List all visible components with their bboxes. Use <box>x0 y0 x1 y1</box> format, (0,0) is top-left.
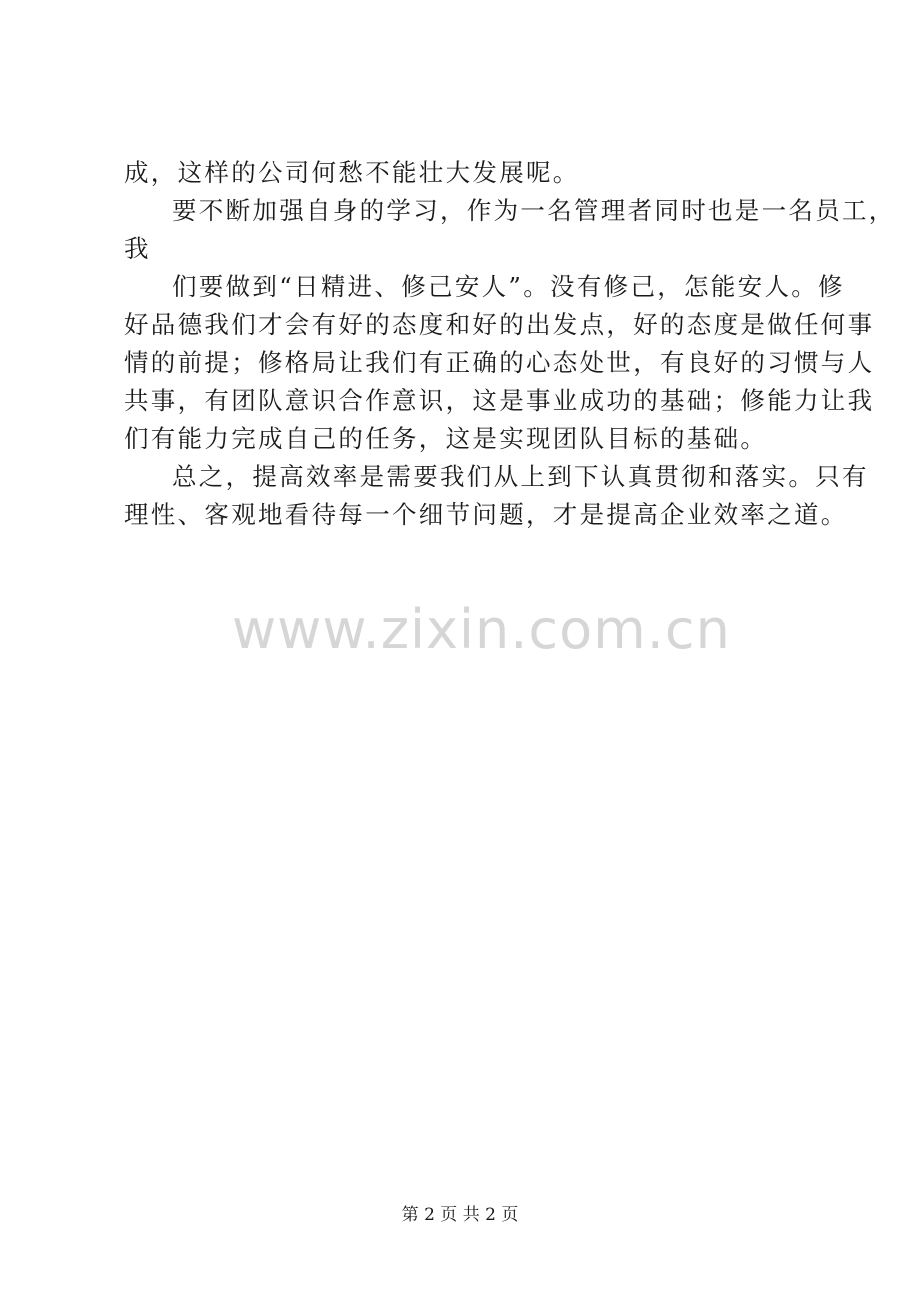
text-line-10: 理性、客观地看待每一个细节问题，才是提高企业效率之道。 <box>124 500 848 529</box>
page-footer: 第 2 页 共 2 页 <box>401 1205 519 1225</box>
text-line-5: 好品德我们才会有好的态度和好的出发点，好的态度是做任何事 <box>124 310 875 339</box>
text-line-7: 共事，有团队意识合作意识，这是事业成功的基础；修能力让我 <box>124 386 875 415</box>
text-line-3: 我 <box>124 234 151 263</box>
text-line-9: 总之，提高效率是需要我们从上到下认真贯彻和落实。只有 <box>172 462 869 491</box>
watermark: www.zixin.com.cn <box>232 598 731 661</box>
text-line-6: 情的前提；修格局让我们有正确的心态处世，有良好的习惯与人 <box>124 348 875 377</box>
text-line-1: 成，这样的公司何愁不能壮大发展呢。 <box>124 158 580 187</box>
body-text <box>124 154 896 534</box>
text-line-4: 们要做到“日精进、修己安人”。没有修己，怎能安人。修 <box>172 272 845 301</box>
text-line-8: 们有能力完成自己的任务，这是实现团队目标的基础。 <box>124 424 768 453</box>
text-line-2: 要不断加强自身的学习，作为一名管理者同时也是一名员工， <box>172 196 896 225</box>
